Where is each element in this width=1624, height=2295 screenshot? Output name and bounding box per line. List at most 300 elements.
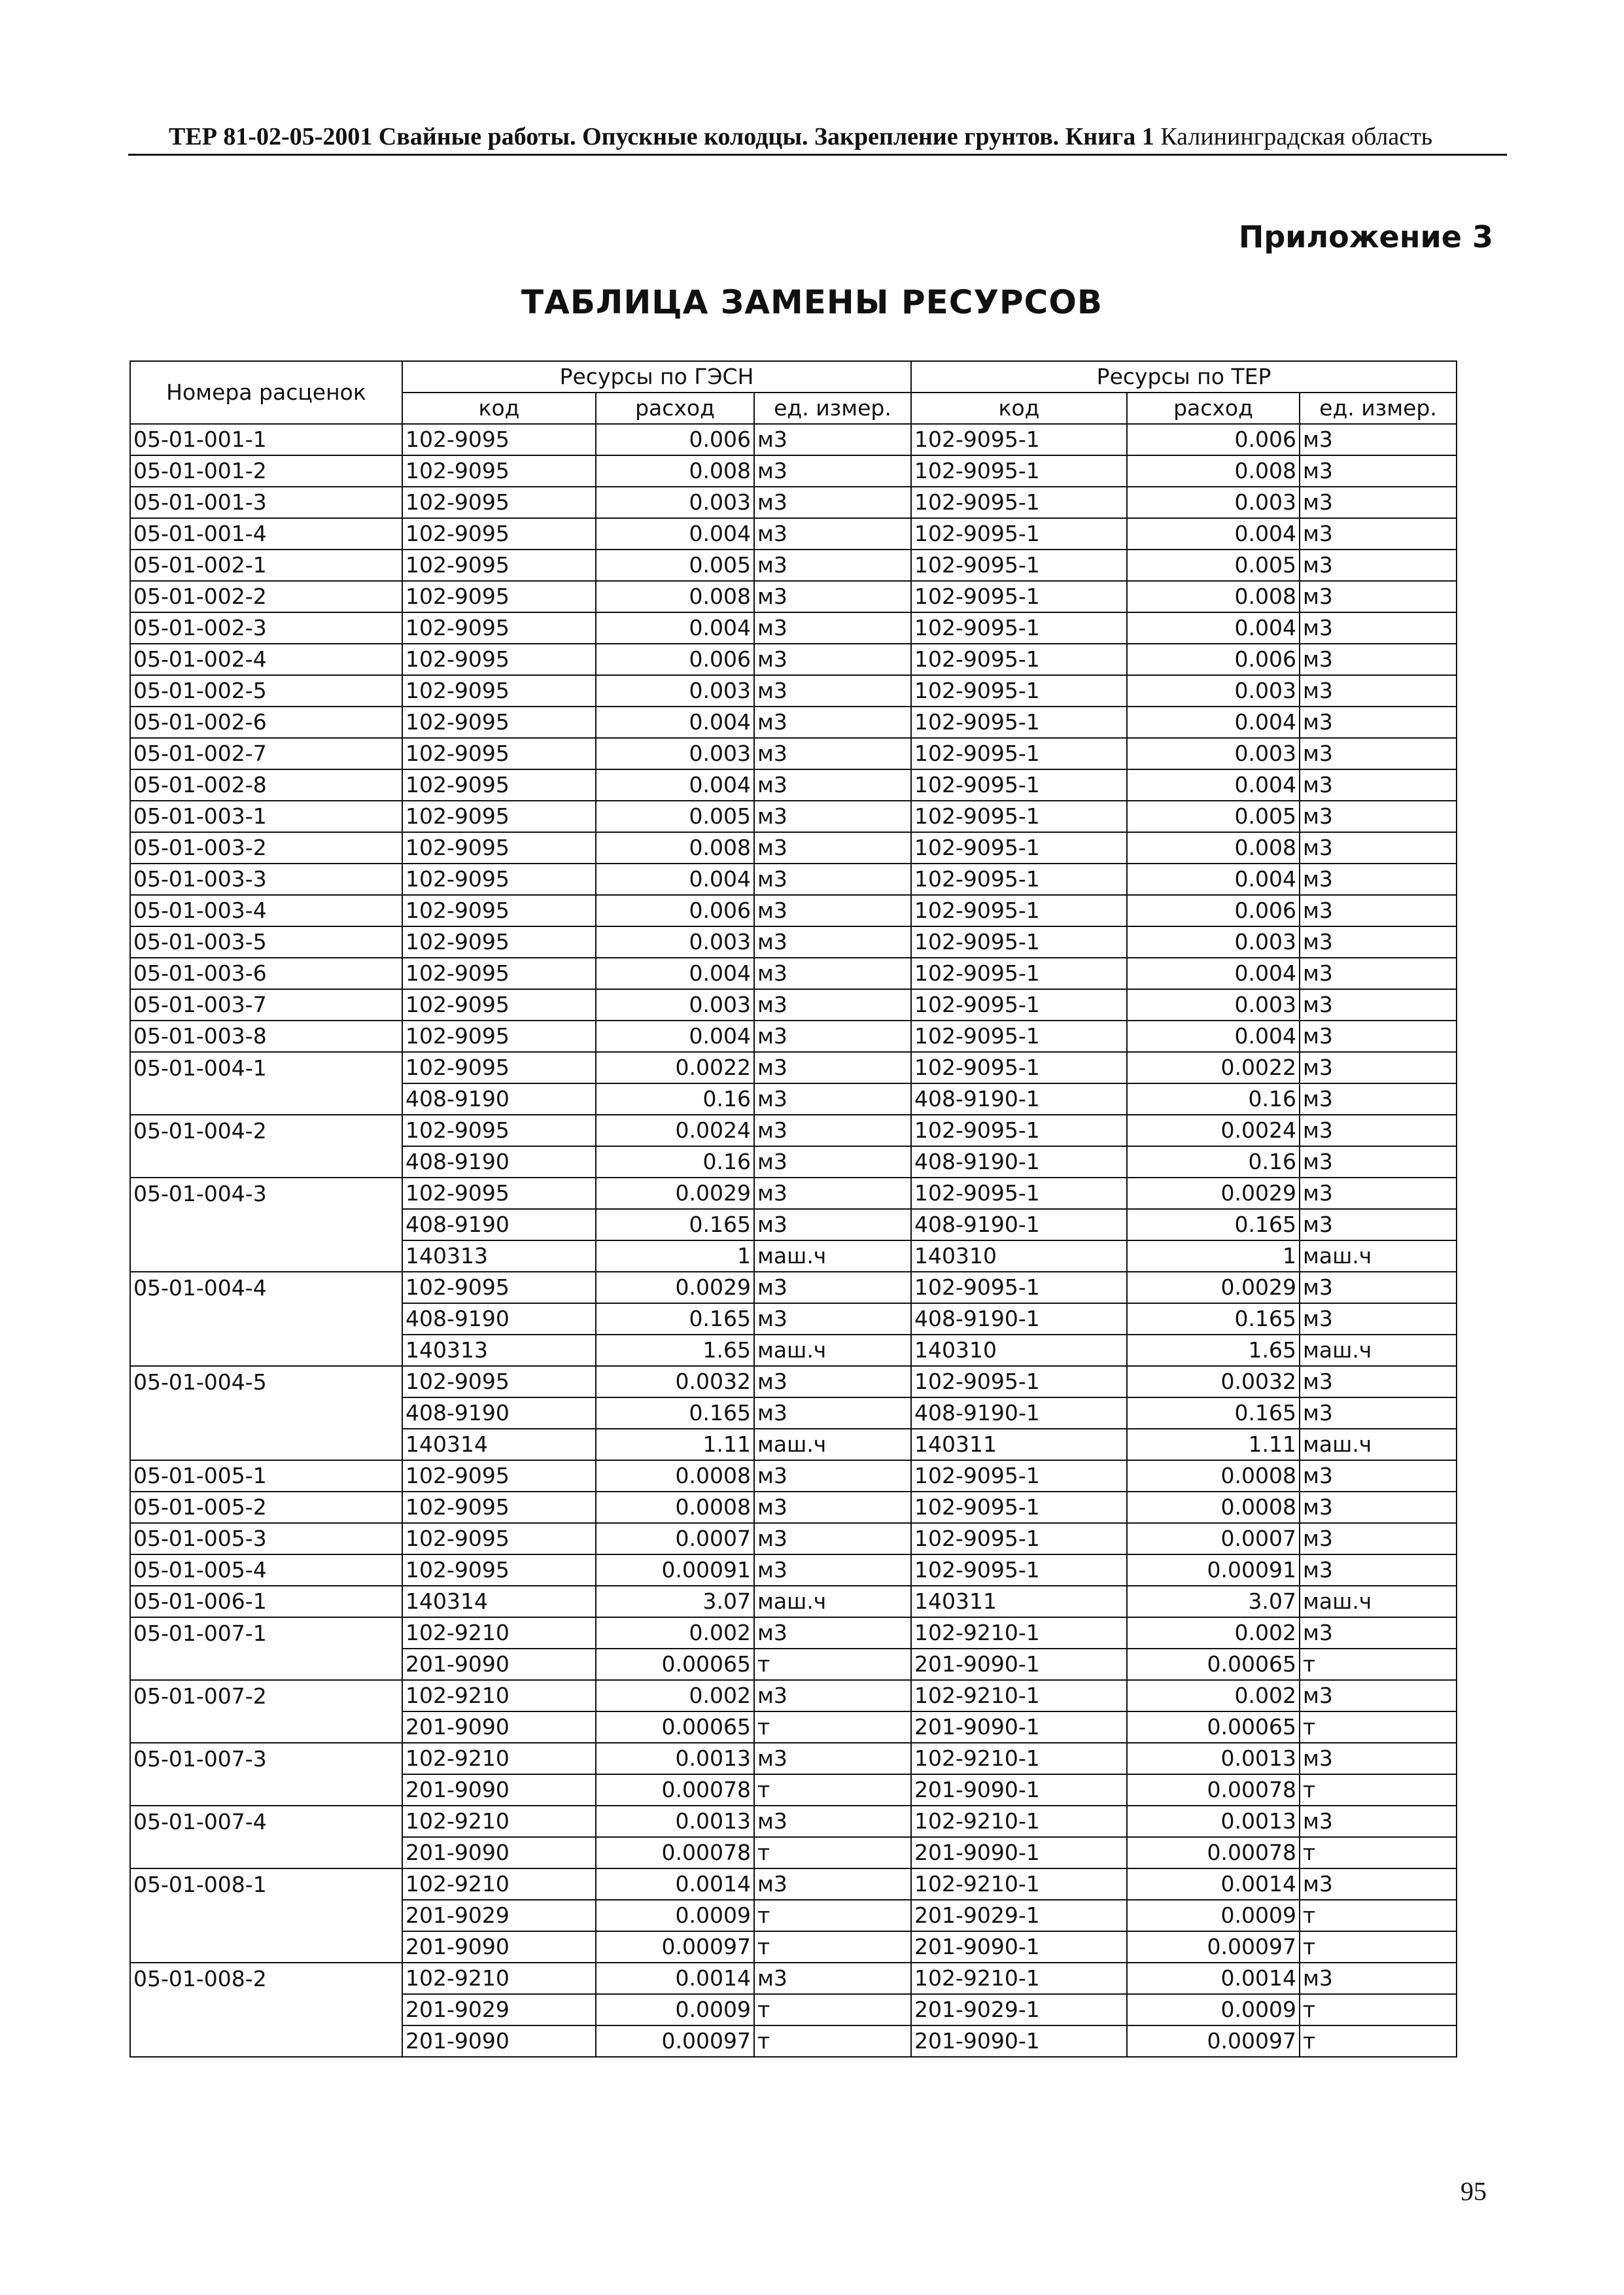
ter-code-cell: 102-9095-1 — [911, 1523, 1127, 1554]
ter-unit-cell: м3 — [1300, 1397, 1457, 1429]
ter-unit-cell: м3 — [1300, 738, 1457, 769]
ter-unit-cell: м3 — [1300, 1617, 1457, 1649]
gesn-amount-cell: 0.008 — [596, 832, 754, 864]
rate-number-cell: 05-01-008-2 — [130, 1963, 402, 1994]
gesn-code-cell: 102-9095 — [402, 550, 596, 581]
ter-code-cell: 102-9095-1 — [911, 989, 1127, 1021]
table-row — [130, 1335, 1457, 1366]
rate-number-cell: 05-01-002-7 — [130, 738, 402, 769]
ter-code-cell: 102-9095-1 — [911, 707, 1127, 738]
ter-code-cell: 102-9095-1 — [911, 1272, 1127, 1303]
gesn-code-cell: 201-9029 — [402, 1994, 596, 2025]
gesn-unit-cell: м3 — [754, 1806, 911, 1837]
rate-number-cell: 05-01-003-5 — [130, 926, 402, 958]
ter-amount-cell: 0.00065 — [1127, 1649, 1300, 1680]
table-row — [130, 832, 1457, 864]
ter-amount-cell: 1 — [1127, 1240, 1300, 1272]
ter-amount-cell: 0.003 — [1127, 989, 1300, 1021]
gesn-code-cell: 408-9190 — [402, 1209, 596, 1240]
table-row — [130, 1115, 1457, 1146]
gesn-amount-cell: 0.00078 — [596, 1837, 754, 1868]
rate-number-cell: 05-01-003-8 — [130, 1021, 402, 1052]
table-row — [130, 1523, 1457, 1554]
gesn-unit-cell: м3 — [754, 1743, 911, 1774]
ter-code-cell: 102-9095-1 — [911, 487, 1127, 518]
gesn-code-cell: 102-9095 — [402, 455, 596, 487]
ter-unit-cell: м3 — [1300, 1366, 1457, 1397]
gesn-amount-cell: 0.0007 — [596, 1523, 754, 1554]
gesn-amount-cell: 0.0009 — [596, 1994, 754, 2025]
table-row — [130, 581, 1457, 612]
rate-number-cell: 05-01-001-1 — [130, 424, 402, 455]
ter-unit-cell: м3 — [1300, 769, 1457, 801]
ter-unit-cell: м3 — [1300, 487, 1457, 518]
ter-unit-cell: м3 — [1300, 675, 1457, 707]
gesn-code-cell: 102-9095 — [402, 707, 596, 738]
table-row — [130, 989, 1457, 1021]
ter-unit-cell: м3 — [1300, 1554, 1457, 1586]
gesn-code-cell: 102-9095 — [402, 1492, 596, 1523]
ter-code-cell: 102-9095-1 — [911, 738, 1127, 769]
table-row — [130, 1178, 1457, 1209]
page-title: ТАБЛИЦА ЗАМЕНЫ РЕСУРСОВ — [521, 283, 1103, 321]
gesn-code-cell: 102-9095 — [402, 1115, 596, 1146]
ter-code-cell: 102-9095-1 — [911, 801, 1127, 832]
column-header-ter-amount: расход — [1127, 393, 1300, 424]
gesn-amount-cell: 0.003 — [596, 487, 754, 518]
gesn-amount-cell: 0.0008 — [596, 1492, 754, 1523]
gesn-amount-cell: 0.16 — [596, 1146, 754, 1178]
ter-code-cell: 102-9095-1 — [911, 895, 1127, 926]
gesn-code-cell: 102-9210 — [402, 1617, 596, 1649]
table-row — [130, 1460, 1457, 1492]
ter-amount-cell: 0.16 — [1127, 1146, 1300, 1178]
rate-number-cell: 05-01-008-1 — [130, 1868, 402, 1900]
rate-number-cell — [130, 1711, 402, 1743]
ter-code-cell: 102-9095-1 — [911, 769, 1127, 801]
ter-code-cell: 102-9210-1 — [911, 1680, 1127, 1711]
ter-code-cell: 102-9095-1 — [911, 1178, 1127, 1209]
gesn-amount-cell: 1.11 — [596, 1429, 754, 1460]
appendix-label: Приложение 3 — [1238, 219, 1493, 254]
rate-number-cell — [130, 1429, 402, 1460]
gesn-code-cell: 102-9095 — [402, 1523, 596, 1554]
gesn-code-cell: 102-9095 — [402, 1178, 596, 1209]
gesn-unit-cell: м3 — [754, 487, 911, 518]
rate-number-cell: 05-01-001-4 — [130, 518, 402, 550]
gesn-unit-cell: м3 — [754, 1492, 911, 1523]
gesn-unit-cell: м3 — [754, 801, 911, 832]
ter-amount-cell: 0.003 — [1127, 738, 1300, 769]
table-row — [130, 1680, 1457, 1711]
ter-unit-cell: м3 — [1300, 1272, 1457, 1303]
ter-amount-cell: 0.0007 — [1127, 1523, 1300, 1554]
gesn-amount-cell: 0.002 — [596, 1680, 754, 1711]
gesn-amount-cell: 0.008 — [596, 581, 754, 612]
table-row — [130, 769, 1457, 801]
column-header-gesn-amount: расход — [596, 393, 754, 424]
gesn-amount-cell: 0.004 — [596, 1021, 754, 1052]
ter-amount-cell: 0.0009 — [1127, 1994, 1300, 2025]
gesn-code-cell: 102-9095 — [402, 864, 596, 895]
gesn-code-cell: 102-9095 — [402, 738, 596, 769]
ter-amount-cell: 0.004 — [1127, 1021, 1300, 1052]
ter-amount-cell: 0.00097 — [1127, 1931, 1300, 1963]
gesn-amount-cell: 0.0032 — [596, 1366, 754, 1397]
ter-unit-cell: м3 — [1300, 1963, 1457, 1994]
ter-code-cell: 102-9095-1 — [911, 424, 1127, 455]
ter-amount-cell: 0.006 — [1127, 895, 1300, 926]
ter-unit-cell: м3 — [1300, 581, 1457, 612]
ter-code-cell: 140310 — [911, 1240, 1127, 1272]
gesn-amount-cell: 0.0029 — [596, 1178, 754, 1209]
gesn-amount-cell: 0.00097 — [596, 1931, 754, 1963]
gesn-amount-cell: 0.004 — [596, 707, 754, 738]
gesn-amount-cell: 0.005 — [596, 801, 754, 832]
ter-unit-cell: м3 — [1300, 1209, 1457, 1240]
gesn-code-cell: 102-9095 — [402, 581, 596, 612]
rate-number-cell: 05-01-004-4 — [130, 1272, 402, 1303]
gesn-unit-cell: м3 — [754, 1178, 911, 1209]
gesn-amount-cell: 0.16 — [596, 1083, 754, 1115]
gesn-unit-cell: м3 — [754, 1146, 911, 1178]
gesn-unit-cell: м3 — [754, 1272, 911, 1303]
ter-unit-cell: м3 — [1300, 832, 1457, 864]
rate-number-cell: 05-01-007-4 — [130, 1806, 402, 1837]
table-row — [130, 612, 1457, 644]
table-row — [130, 1397, 1457, 1429]
rate-number-cell: 05-01-002-3 — [130, 612, 402, 644]
table-row — [130, 518, 1457, 550]
gesn-unit-cell: м3 — [754, 581, 911, 612]
rate-number-cell: 05-01-002-8 — [130, 769, 402, 801]
ter-code-cell: 102-9095-1 — [911, 612, 1127, 644]
table-row — [130, 926, 1457, 958]
gesn-code-cell: 201-9029 — [402, 1900, 596, 1931]
table-row — [130, 1711, 1457, 1743]
gesn-amount-cell: 0.0014 — [596, 1963, 754, 1994]
ter-amount-cell: 0.0008 — [1127, 1492, 1300, 1523]
gesn-unit-cell: м3 — [754, 958, 911, 989]
rate-number-cell — [130, 1900, 402, 1931]
ter-code-cell: 102-9095-1 — [911, 581, 1127, 612]
gesn-amount-cell: 0.00065 — [596, 1649, 754, 1680]
gesn-unit-cell: м3 — [754, 1680, 911, 1711]
table-row — [130, 487, 1457, 518]
rate-number-cell: 05-01-002-1 — [130, 550, 402, 581]
table-row — [130, 895, 1457, 926]
gesn-unit-cell: т — [754, 1931, 911, 1963]
gesn-unit-cell: м3 — [754, 455, 911, 487]
rate-number-cell: 05-01-007-1 — [130, 1617, 402, 1649]
gesn-amount-cell: 0.003 — [596, 675, 754, 707]
ter-code-cell: 201-9029-1 — [911, 1994, 1127, 2025]
running-header — [169, 122, 1506, 152]
gesn-amount-cell: 0.008 — [596, 455, 754, 487]
table-row — [130, 1931, 1457, 1963]
gesn-code-cell: 102-9095 — [402, 769, 596, 801]
rate-number-cell: 05-01-004-2 — [130, 1115, 402, 1146]
ter-unit-cell: м3 — [1300, 518, 1457, 550]
gesn-unit-cell: м3 — [754, 1115, 911, 1146]
ter-code-cell: 408-9190-1 — [911, 1083, 1127, 1115]
ter-unit-cell: м3 — [1300, 989, 1457, 1021]
gesn-amount-cell: 0.006 — [596, 424, 754, 455]
gesn-unit-cell: м3 — [754, 738, 911, 769]
gesn-amount-cell: 0.0013 — [596, 1743, 754, 1774]
ter-unit-cell: м3 — [1300, 926, 1457, 958]
ter-code-cell: 102-9095-1 — [911, 1115, 1127, 1146]
gesn-unit-cell: м3 — [754, 424, 911, 455]
gesn-unit-cell: м3 — [754, 1083, 911, 1115]
ter-code-cell: 102-9210-1 — [911, 1806, 1127, 1837]
table-row — [130, 1083, 1457, 1115]
gesn-code-cell: 140314 — [402, 1429, 596, 1460]
ter-code-cell: 102-9210-1 — [911, 1963, 1127, 1994]
ter-amount-cell: 0.0008 — [1127, 1460, 1300, 1492]
rate-number-cell: 05-01-007-2 — [130, 1680, 402, 1711]
ter-amount-cell: 0.0014 — [1127, 1868, 1300, 1900]
ter-unit-cell: м3 — [1300, 801, 1457, 832]
ter-code-cell: 102-9210-1 — [911, 1743, 1127, 1774]
rate-number-cell — [130, 1335, 402, 1366]
gesn-code-cell: 102-9095 — [402, 1272, 596, 1303]
ter-code-cell: 102-9095-1 — [911, 1554, 1127, 1586]
ter-code-cell: 140310 — [911, 1335, 1127, 1366]
gesn-code-cell: 408-9190 — [402, 1303, 596, 1335]
gesn-unit-cell: м3 — [754, 644, 911, 675]
gesn-amount-cell: 0.0008 — [596, 1460, 754, 1492]
ter-amount-cell: 0.005 — [1127, 801, 1300, 832]
table-row — [130, 958, 1457, 989]
ter-code-cell: 102-9095-1 — [911, 926, 1127, 958]
ter-code-cell: 201-9029-1 — [911, 1900, 1127, 1931]
rate-number-cell — [130, 1931, 402, 1963]
table-row — [130, 424, 1457, 455]
ter-unit-cell: т — [1300, 1931, 1457, 1963]
group-header-ter: Ресурсы по ТЕР — [911, 361, 1457, 393]
gesn-amount-cell: 0.0014 — [596, 1868, 754, 1900]
gesn-code-cell: 102-9095 — [402, 1460, 596, 1492]
ter-amount-cell: 0.0032 — [1127, 1366, 1300, 1397]
table-row — [130, 675, 1457, 707]
gesn-amount-cell: 0.003 — [596, 738, 754, 769]
gesn-amount-cell: 0.0009 — [596, 1900, 754, 1931]
gesn-unit-cell: м3 — [754, 550, 911, 581]
table-row — [130, 1429, 1457, 1460]
ter-unit-cell: т — [1300, 1900, 1457, 1931]
rate-number-cell: 05-01-004-3 — [130, 1178, 402, 1209]
ter-code-cell: 201-9090-1 — [911, 1649, 1127, 1680]
ter-amount-cell: 0.165 — [1127, 1209, 1300, 1240]
gesn-amount-cell: 0.0013 — [596, 1806, 754, 1837]
ter-unit-cell: м3 — [1300, 1115, 1457, 1146]
gesn-code-cell: 408-9190 — [402, 1397, 596, 1429]
gesn-unit-cell: м3 — [754, 1397, 911, 1429]
rate-number-cell: 05-01-001-2 — [130, 455, 402, 487]
ter-code-cell: 102-9095-1 — [911, 1052, 1127, 1083]
rate-number-cell: 05-01-006-1 — [130, 1586, 402, 1617]
ter-unit-cell: м3 — [1300, 1146, 1457, 1178]
rate-number-cell: 05-01-002-2 — [130, 581, 402, 612]
ter-code-cell: 102-9095-1 — [911, 1460, 1127, 1492]
ter-unit-cell: м3 — [1300, 550, 1457, 581]
rate-number-cell: 05-01-005-4 — [130, 1554, 402, 1586]
table-row — [130, 1806, 1457, 1837]
gesn-amount-cell: 0.0022 — [596, 1052, 754, 1083]
ter-amount-cell: 0.002 — [1127, 1617, 1300, 1649]
page-number: 95 — [1460, 2177, 1487, 2206]
header-document-code: ТЕР 81-02-05-2001 Свайные работы. Опускные колодцы. Закрепление грунтов. Книга 1 — [169, 123, 1154, 150]
gesn-code-cell: 201-9090 — [402, 2025, 596, 2057]
gesn-unit-cell: м3 — [754, 1209, 911, 1240]
gesn-amount-cell: 0.003 — [596, 989, 754, 1021]
gesn-unit-cell: т — [754, 2025, 911, 2057]
gesn-code-cell: 102-9095 — [402, 518, 596, 550]
gesn-code-cell: 201-9090 — [402, 1711, 596, 1743]
ter-code-cell: 102-9095-1 — [911, 958, 1127, 989]
gesn-unit-cell: т — [754, 1711, 911, 1743]
rate-number-cell: 05-01-003-3 — [130, 864, 402, 895]
gesn-code-cell: 140314 — [402, 1586, 596, 1617]
gesn-unit-cell: м3 — [754, 1460, 911, 1492]
gesn-amount-cell: 0.006 — [596, 644, 754, 675]
ter-amount-cell: 0.0009 — [1127, 1900, 1300, 1931]
table-row — [130, 550, 1457, 581]
gesn-code-cell: 102-9095 — [402, 675, 596, 707]
ter-code-cell: 201-9090-1 — [911, 1837, 1127, 1868]
table-row — [130, 1649, 1457, 1680]
ter-code-cell: 140311 — [911, 1429, 1127, 1460]
gesn-unit-cell: м3 — [754, 612, 911, 644]
ter-code-cell: 102-9095-1 — [911, 1021, 1127, 1052]
column-header-gesn-unit: ед. измер. — [754, 393, 911, 424]
gesn-unit-cell: маш.ч — [754, 1586, 911, 1617]
gesn-unit-cell: м3 — [754, 518, 911, 550]
gesn-unit-cell: м3 — [754, 832, 911, 864]
gesn-amount-cell: 0.005 — [596, 550, 754, 581]
gesn-code-cell: 102-9210 — [402, 1680, 596, 1711]
rate-number-cell: 05-01-005-2 — [130, 1492, 402, 1523]
gesn-amount-cell: 0.00065 — [596, 1711, 754, 1743]
rate-number-cell — [130, 1146, 402, 1178]
ter-amount-cell: 0.0024 — [1127, 1115, 1300, 1146]
table-row — [130, 1868, 1457, 1900]
ter-unit-cell: т — [1300, 1994, 1457, 2025]
ter-unit-cell: т — [1300, 1711, 1457, 1743]
gesn-amount-cell: 0.00091 — [596, 1554, 754, 1586]
gesn-code-cell: 102-9095 — [402, 895, 596, 926]
ter-amount-cell: 0.00078 — [1127, 1837, 1300, 1868]
ter-code-cell: 201-9090-1 — [911, 1774, 1127, 1806]
gesn-unit-cell: м3 — [754, 1868, 911, 1900]
gesn-code-cell: 408-9190 — [402, 1146, 596, 1178]
gesn-code-cell: 102-9210 — [402, 1806, 596, 1837]
gesn-amount-cell: 3.07 — [596, 1586, 754, 1617]
gesn-unit-cell: м3 — [754, 1021, 911, 1052]
ter-unit-cell: м3 — [1300, 1680, 1457, 1711]
column-header-ter-code: код — [911, 393, 1127, 424]
gesn-amount-cell: 1 — [596, 1240, 754, 1272]
gesn-unit-cell: т — [754, 1900, 911, 1931]
header-divider — [128, 154, 1507, 156]
gesn-code-cell: 102-9095 — [402, 424, 596, 455]
rate-number-cell — [130, 1994, 402, 2025]
ter-code-cell: 408-9190-1 — [911, 1146, 1127, 1178]
gesn-unit-cell: м3 — [754, 1052, 911, 1083]
ter-code-cell: 201-9090-1 — [911, 1931, 1127, 1963]
table-row — [130, 1586, 1457, 1617]
ter-code-cell: 102-9095-1 — [911, 644, 1127, 675]
table-row — [130, 1900, 1457, 1931]
gesn-amount-cell: 0.004 — [596, 518, 754, 550]
table-body — [130, 424, 1457, 2057]
ter-amount-cell: 0.008 — [1127, 832, 1300, 864]
gesn-amount-cell: 0.004 — [596, 864, 754, 895]
gesn-unit-cell: т — [754, 1994, 911, 2025]
table-row — [130, 1994, 1457, 2025]
rate-number-cell: 05-01-007-3 — [130, 1743, 402, 1774]
ter-unit-cell: м3 — [1300, 895, 1457, 926]
gesn-code-cell: 102-9095 — [402, 801, 596, 832]
gesn-unit-cell: маш.ч — [754, 1429, 911, 1460]
gesn-code-cell: 102-9210 — [402, 1868, 596, 1900]
gesn-unit-cell: м3 — [754, 989, 911, 1021]
table-row — [130, 1492, 1457, 1523]
ter-amount-cell: 0.0013 — [1127, 1743, 1300, 1774]
gesn-unit-cell: м3 — [754, 707, 911, 738]
gesn-code-cell: 408-9190 — [402, 1083, 596, 1115]
ter-amount-cell: 0.002 — [1127, 1680, 1300, 1711]
ter-amount-cell: 0.008 — [1127, 581, 1300, 612]
ter-amount-cell: 0.00091 — [1127, 1554, 1300, 1586]
gesn-amount-cell: 0.004 — [596, 958, 754, 989]
gesn-unit-cell: м3 — [754, 926, 911, 958]
ter-code-cell: 408-9190-1 — [911, 1397, 1127, 1429]
ter-amount-cell: 1.65 — [1127, 1335, 1300, 1366]
ter-unit-cell: маш.ч — [1300, 1335, 1457, 1366]
gesn-amount-cell: 0.002 — [596, 1617, 754, 1649]
ter-unit-cell: м3 — [1300, 864, 1457, 895]
gesn-unit-cell: м3 — [754, 864, 911, 895]
table-header — [130, 361, 1457, 424]
rate-number-cell — [130, 1774, 402, 1806]
ter-unit-cell: м3 — [1300, 1460, 1457, 1492]
rate-number-cell: 05-01-002-4 — [130, 644, 402, 675]
ter-amount-cell: 0.0029 — [1127, 1178, 1300, 1209]
table-row — [130, 1774, 1457, 1806]
ter-amount-cell: 0.006 — [1127, 644, 1300, 675]
ter-amount-cell: 0.165 — [1127, 1303, 1300, 1335]
table-row — [130, 707, 1457, 738]
ter-amount-cell: 0.003 — [1127, 675, 1300, 707]
ter-amount-cell: 0.004 — [1127, 707, 1300, 738]
gesn-code-cell: 102-9095 — [402, 1021, 596, 1052]
rate-number-cell — [130, 1837, 402, 1868]
ter-amount-cell: 0.008 — [1127, 455, 1300, 487]
table-row — [130, 864, 1457, 895]
gesn-unit-cell: м3 — [754, 1366, 911, 1397]
ter-amount-cell: 0.0022 — [1127, 1052, 1300, 1083]
gesn-unit-cell: т — [754, 1837, 911, 1868]
rate-number-cell — [130, 1649, 402, 1680]
ter-unit-cell: м3 — [1300, 1021, 1457, 1052]
table-row — [130, 1146, 1457, 1178]
table-row — [130, 801, 1457, 832]
gesn-code-cell: 140313 — [402, 1240, 596, 1272]
gesn-unit-cell: м3 — [754, 895, 911, 926]
gesn-amount-cell: 0.00078 — [596, 1774, 754, 1806]
